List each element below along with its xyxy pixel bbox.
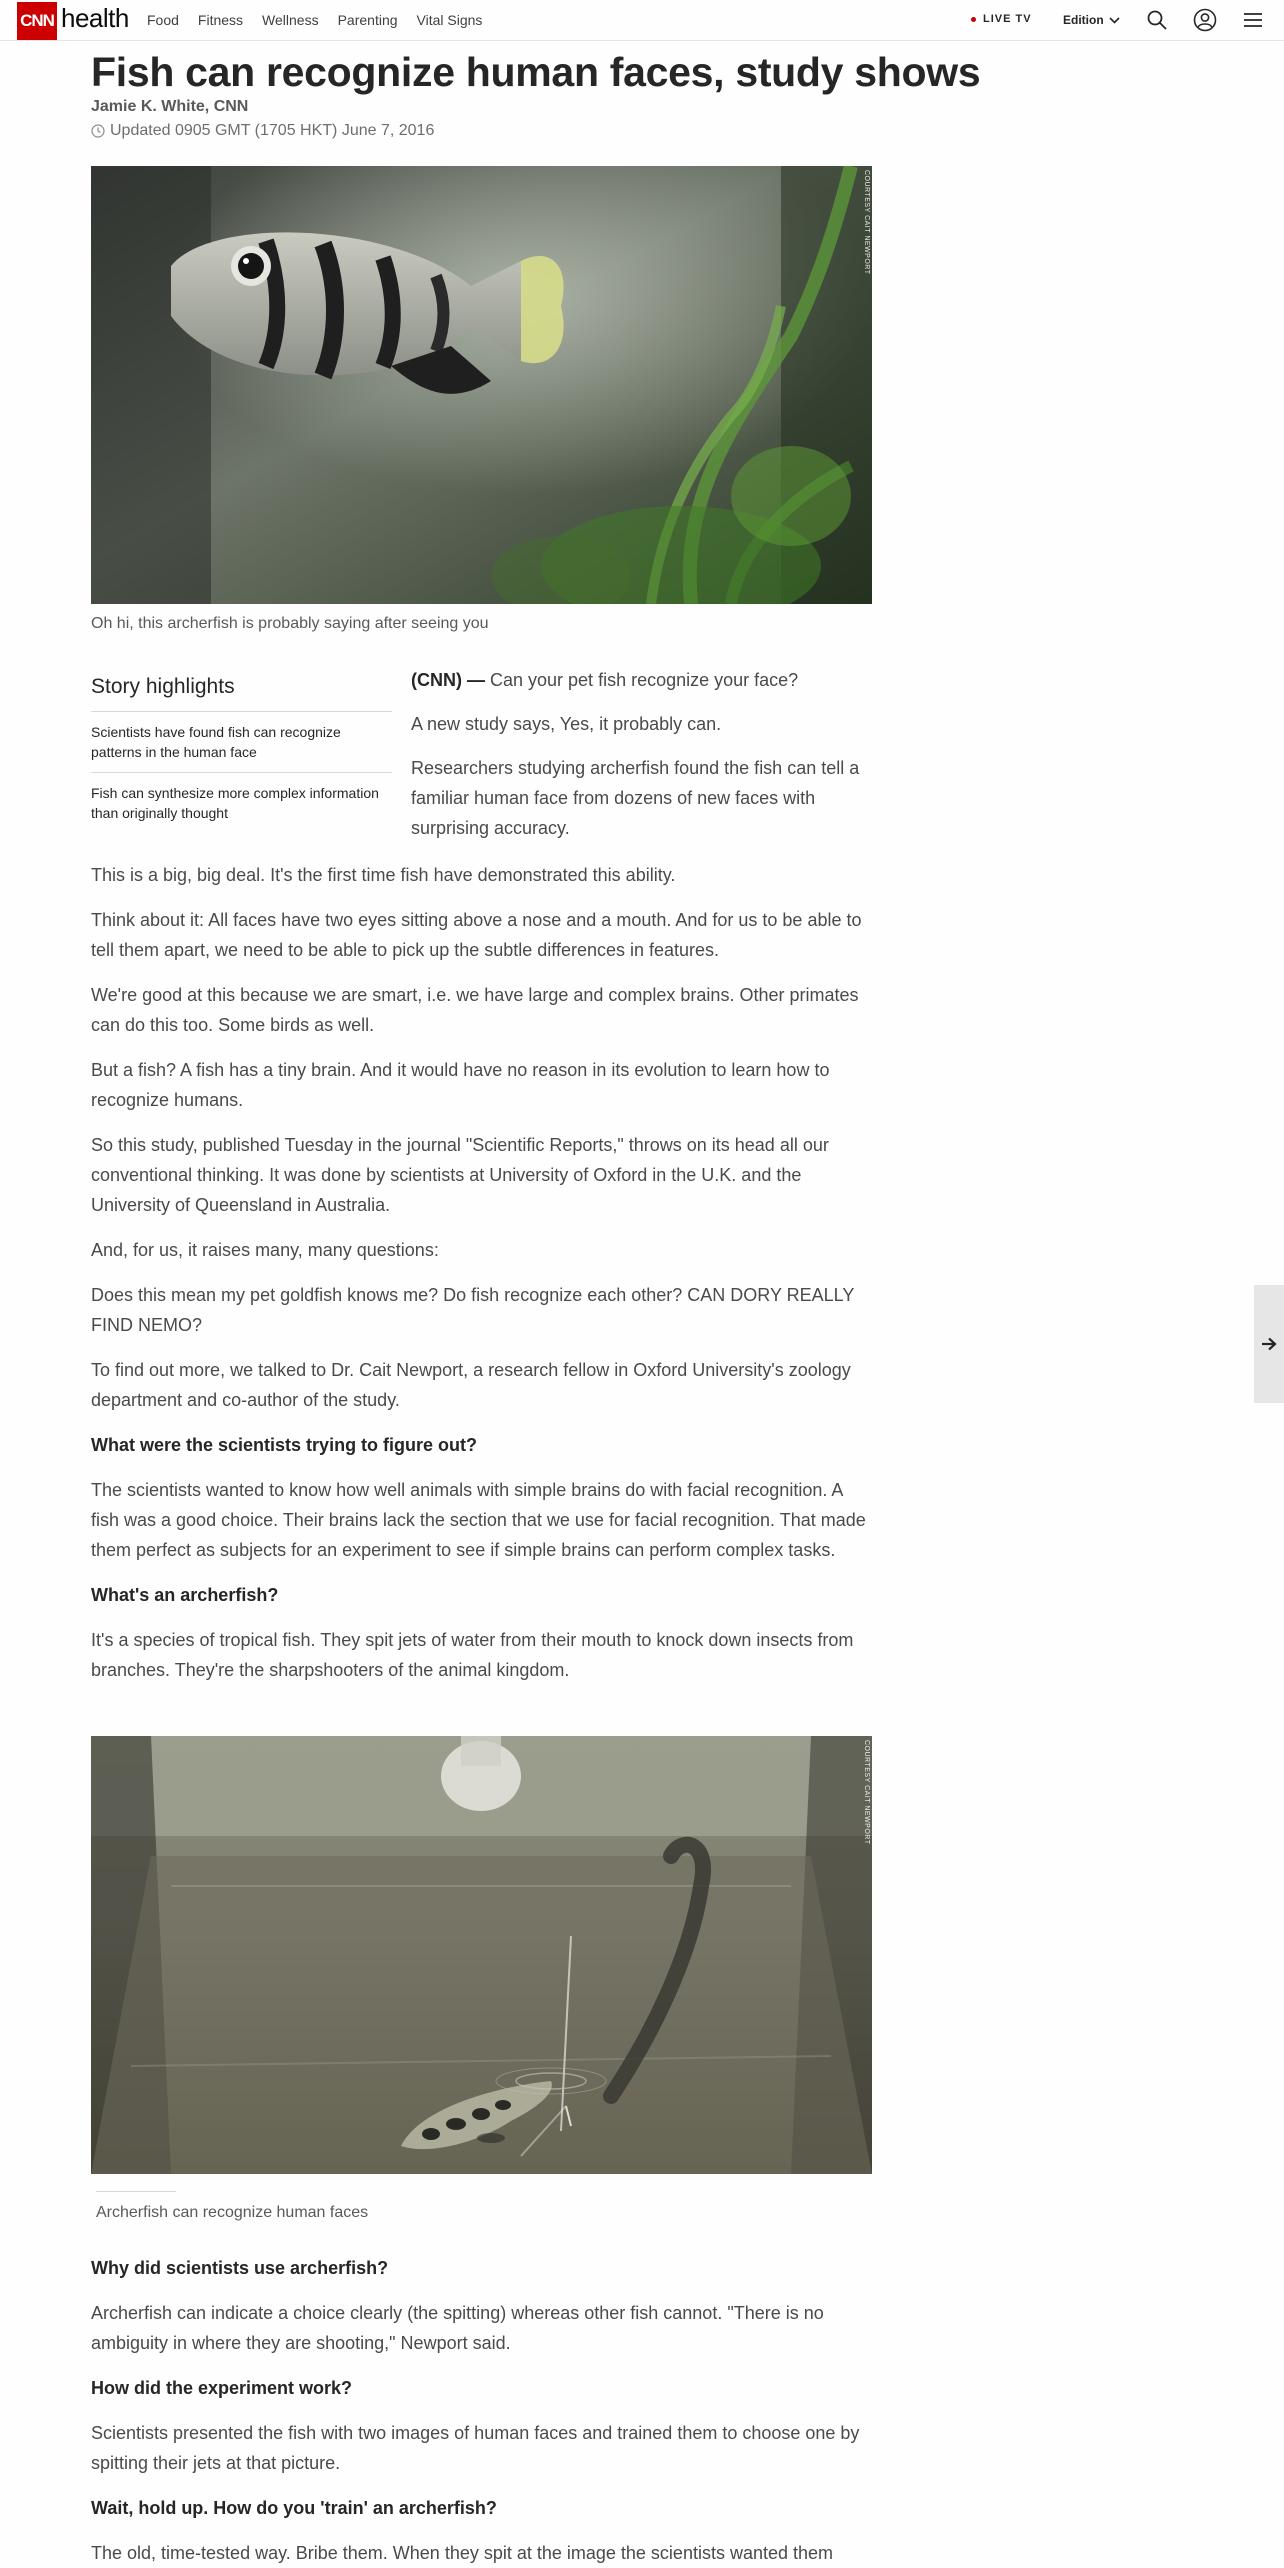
subheading: Wait, hold up. How do you 'train' an archerfish? bbox=[91, 2498, 497, 2518]
hamburger-menu-icon[interactable] bbox=[1241, 8, 1265, 32]
paragraph: Think about it: All faces have two eyes sitting above a nose and a mouth. And for us to be able to tell them apart, we need to be able to pick up the subtle differences in features. bbox=[91, 910, 862, 960]
search-icon[interactable] bbox=[1145, 8, 1169, 32]
paragraph: And, for us, it raises many, many questions: bbox=[91, 1240, 439, 1260]
top-navigation-bar bbox=[0, 0, 1284, 41]
archerfish-tank-photo bbox=[91, 1736, 872, 2174]
subheading: How did the experiment work? bbox=[91, 2378, 353, 2398]
live-tv-label: LIVE TV bbox=[983, 13, 1032, 25]
subheading: Why did scientists use archerfish? bbox=[91, 2258, 389, 2278]
story-highlights bbox=[91, 675, 392, 833]
highlight-item: Fish can synthesize more complex information than originally thought bbox=[91, 772, 392, 833]
cnn-logo[interactable]: CNN bbox=[17, 2, 57, 40]
paragraph: It's a species of tropical fish. They spit jets of water from their mouth to knock down insects from branches. They're the sharpshooters of the animal kingdom. bbox=[91, 1630, 854, 1680]
clock-icon bbox=[91, 124, 105, 138]
highlights-title: Story highlights bbox=[91, 675, 235, 698]
paragraph: To find out more, we talked to Dr. Cait Newport, a research fellow in Oxford University's zoology department and co-author of the study. bbox=[91, 1360, 851, 1410]
paragraph: Researchers studying archerfish found the fish can tell a familiar human face from dozens of new faces with surprising accuracy. bbox=[411, 758, 860, 838]
arrow-right-icon bbox=[1261, 1337, 1277, 1351]
paragraph: The scientists wanted to know how well animals with simple brains do with facial recognition. A fish was a good choice. Their brains lack the section that we use for facial recognition. That made them perfect as subjects for an experiment to see if simple brains can perform complex tasks. bbox=[91, 1480, 866, 1560]
article-body bbox=[91, 860, 872, 1685]
paragraph: Does this mean my pet goldfish knows me? Do fish recognize each other? CAN DORY REALLY FIND NEMO? bbox=[91, 1285, 855, 1335]
paragraph: Archerfish can indicate a choice clearly (the spitting) whereas other fish cannot. "There is no ambiguity in where they are shooting," Newport said. bbox=[91, 2303, 824, 2353]
paragraph: This is a big, big deal. It's the first time fish have demonstrated this ability. bbox=[91, 865, 676, 885]
lead-text: Can your pet fish recognize your face? bbox=[485, 670, 799, 690]
archerfish-spitting-image[interactable] bbox=[91, 1736, 872, 2174]
nav-item-vital-signs[interactable]: Vital Signs bbox=[416, 12, 483, 28]
paragraph: We're good at this because we are smart, i.e. we have large and complex brains. Other primates can do this too. Some birds as well. bbox=[91, 985, 859, 1035]
nav-item-fitness[interactable]: Fitness bbox=[197, 12, 244, 28]
image-caption: Archerfish can recognize human faces bbox=[96, 2204, 369, 2221]
paragraph: So this study, published Tuesday in the journal "Scientific Reports," throws on its head all our conventional thinking. It was done by scientists at University of Oxford in the U.K. and the University of Queensland in Australia. bbox=[91, 1135, 829, 1215]
paragraph: But a fish? A fish has a tiny brain. And it would have no reason in its evolution to learn how to recognize humans. bbox=[91, 1060, 830, 1110]
nav-item-wellness[interactable]: Wellness bbox=[262, 12, 319, 28]
user-icon[interactable] bbox=[1193, 8, 1217, 32]
caption-divider bbox=[96, 2191, 176, 2192]
chevron-down-icon bbox=[1109, 17, 1120, 24]
image-caption: Oh hi, this archerfish is probably saying after seeing you bbox=[91, 615, 489, 632]
lead-image-archerfish[interactable] bbox=[91, 166, 872, 604]
live-indicator-dot bbox=[971, 17, 976, 22]
article-intro bbox=[411, 665, 872, 857]
lead-paragraph bbox=[411, 665, 872, 695]
paragraph: The old, time-tested way. Bribe them. When they spit at the image the scientists wanted them bbox=[91, 2543, 834, 2563]
archerfish-photo bbox=[91, 166, 872, 604]
photo-credit: COURTESY CAIT NEWPORT bbox=[863, 170, 870, 275]
paragraph: A new study says, Yes, it probably can. bbox=[411, 714, 722, 734]
edition-label: Edition bbox=[1063, 13, 1104, 27]
paragraph: Scientists presented the fish with two images of human faces and trained them to choose one by spitting their jets at that picture. bbox=[91, 2423, 860, 2473]
live-tv-link[interactable] bbox=[971, 13, 1032, 25]
edition-selector[interactable] bbox=[1063, 13, 1120, 27]
section-nav bbox=[147, 12, 501, 28]
timestamp-text: Updated 0905 GMT (1705 HKT) June 7, 2016 bbox=[110, 122, 435, 139]
highlight-item: Scientists have found fish can recognize patterns in the human face bbox=[91, 711, 392, 772]
next-article-button[interactable] bbox=[1254, 1285, 1284, 1403]
photo-credit: COURTESY CAIT NEWPORT bbox=[863, 1740, 870, 1845]
dateline: (CNN) — bbox=[411, 670, 485, 690]
section-name[interactable]: health bbox=[61, 3, 129, 33]
article-timestamp bbox=[91, 122, 434, 140]
subheading: What's an archerfish? bbox=[91, 1585, 279, 1605]
article-body-continued bbox=[91, 2253, 872, 2568]
article-headline: Fish can recognize human faces, study shows bbox=[91, 49, 981, 95]
nav-item-parenting[interactable]: Parenting bbox=[337, 12, 398, 28]
subheading: What were the scientists trying to figure out? bbox=[91, 1435, 478, 1455]
nav-item-food[interactable]: Food bbox=[147, 12, 179, 28]
article-byline[interactable]: Jamie K. White, CNN bbox=[91, 98, 249, 115]
